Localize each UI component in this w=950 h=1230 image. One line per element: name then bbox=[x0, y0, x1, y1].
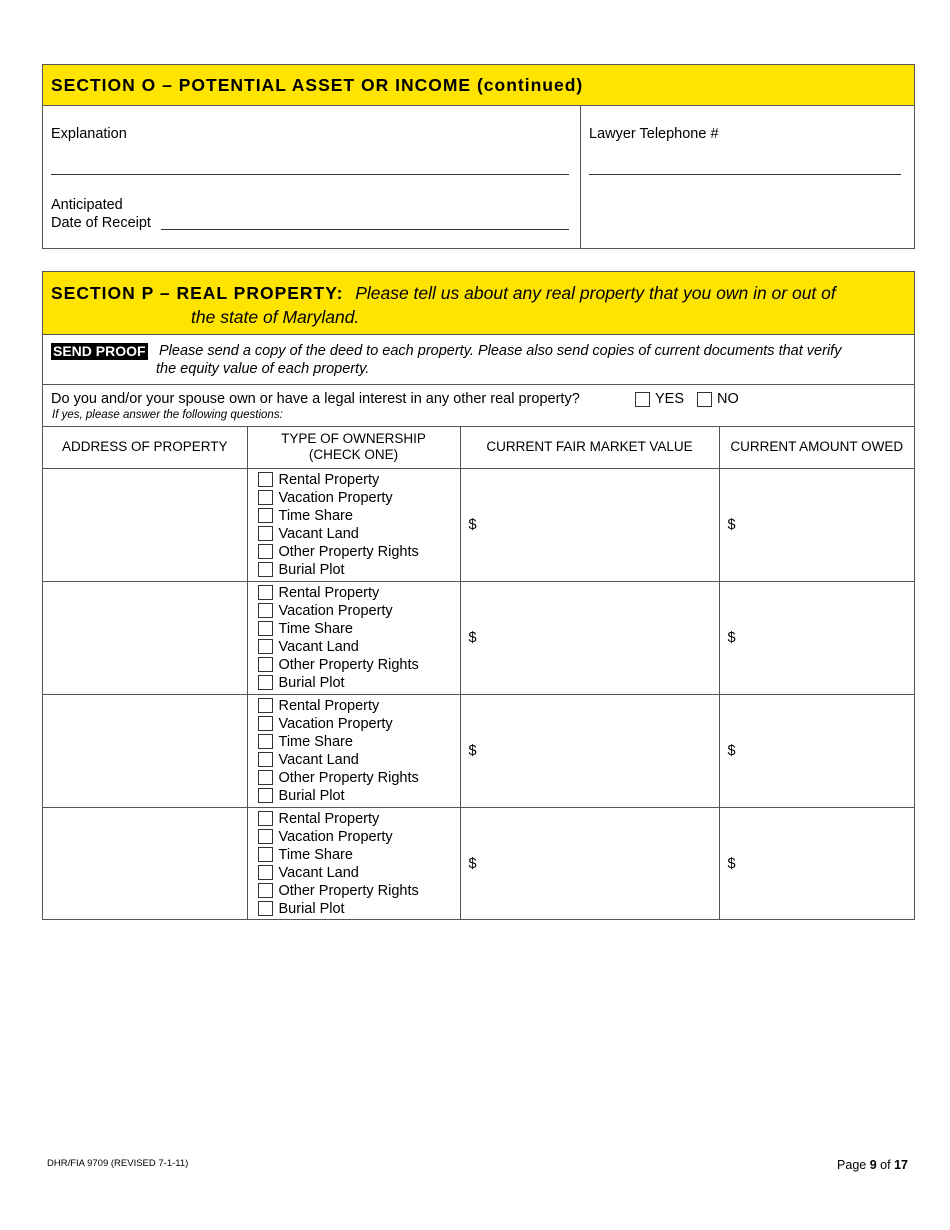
ownership-option-label: Vacant Land bbox=[278, 525, 359, 542]
ownership-option[interactable] bbox=[258, 638, 460, 656]
table-header-row bbox=[43, 427, 914, 468]
ownership-checkbox[interactable] bbox=[258, 770, 273, 785]
ownership-option-label: Vacation Property bbox=[278, 602, 393, 619]
ownership-option-label: Burial Plot bbox=[278, 787, 345, 804]
lawyer-telephone-field[interactable] bbox=[589, 174, 901, 175]
section-p-header bbox=[43, 272, 914, 335]
section-o-left-panel bbox=[43, 106, 581, 248]
ownership-option-label: Other Property Rights bbox=[278, 769, 419, 786]
ownership-checkbox[interactable] bbox=[258, 526, 273, 541]
address-cell[interactable] bbox=[43, 694, 247, 807]
amount-owed-cell[interactable] bbox=[719, 468, 914, 581]
section-p bbox=[42, 271, 915, 920]
date-of-receipt-field[interactable] bbox=[161, 229, 569, 230]
amount-owed-currency: $ bbox=[727, 855, 736, 872]
page-total: 17 bbox=[894, 1158, 908, 1172]
amount-owed-currency: $ bbox=[727, 516, 736, 533]
section-p-title: SECTION P – REAL PROPERTY: bbox=[51, 283, 344, 303]
ownership-option-label: Burial Plot bbox=[278, 674, 345, 691]
ownership-option[interactable] bbox=[258, 620, 460, 638]
column-header-ownership-line2: (CHECK ONE) bbox=[308, 447, 399, 463]
lawyer-telephone-label: Lawyer Telephone # bbox=[589, 126, 719, 142]
ownership-option[interactable] bbox=[258, 561, 460, 579]
ownership-checkbox[interactable] bbox=[258, 752, 273, 767]
send-proof-row bbox=[43, 335, 914, 385]
column-header-amount-owed: CURRENT AMOUNT OWED bbox=[719, 427, 914, 468]
ownership-checkbox[interactable] bbox=[258, 562, 273, 577]
ownership-option-label: Vacation Property bbox=[278, 715, 393, 732]
ownership-checkbox[interactable] bbox=[258, 472, 273, 487]
ownership-checkbox[interactable] bbox=[258, 865, 273, 880]
real-property-table bbox=[43, 427, 914, 920]
ownership-cell bbox=[247, 807, 460, 920]
question-instruction: If yes, please answer the following questions: bbox=[52, 409, 283, 421]
ownership-option[interactable] bbox=[258, 602, 460, 620]
ownership-option-label: Vacation Property bbox=[278, 828, 393, 845]
column-header-ownership bbox=[247, 427, 460, 468]
ownership-option-label: Rental Property bbox=[278, 471, 380, 488]
amount-owed-cell[interactable] bbox=[719, 807, 914, 920]
ownership-option-label: Other Property Rights bbox=[278, 543, 419, 560]
ownership-option[interactable] bbox=[258, 715, 460, 733]
ownership-option[interactable] bbox=[258, 864, 460, 882]
ownership-checkbox[interactable] bbox=[258, 734, 273, 749]
ownership-checkbox[interactable] bbox=[258, 901, 273, 916]
ownership-checkbox[interactable] bbox=[258, 621, 273, 636]
ownership-option[interactable] bbox=[258, 697, 460, 715]
explanation-label: Explanation bbox=[51, 126, 127, 142]
ownership-option[interactable] bbox=[258, 507, 460, 525]
page-current: 9 bbox=[869, 1158, 877, 1172]
ownership-option-label: Rental Property bbox=[278, 584, 380, 601]
ownership-option[interactable] bbox=[258, 810, 460, 828]
ownership-option[interactable] bbox=[258, 846, 460, 864]
date-of-receipt-label: Date of Receipt bbox=[51, 215, 151, 231]
explanation-field[interactable] bbox=[51, 174, 569, 175]
ownership-option[interactable] bbox=[258, 733, 460, 751]
amount-owed-cell[interactable] bbox=[719, 694, 914, 807]
table-row bbox=[43, 807, 914, 920]
real-property-question-row bbox=[43, 385, 914, 427]
market-value-currency: $ bbox=[468, 742, 477, 759]
ownership-checkbox[interactable] bbox=[258, 544, 273, 559]
page-prefix: Page bbox=[837, 1158, 867, 1172]
no-checkbox[interactable] bbox=[697, 392, 712, 407]
ownership-checkbox[interactable] bbox=[258, 639, 273, 654]
ownership-checkbox[interactable] bbox=[258, 657, 273, 672]
table-row bbox=[43, 468, 914, 581]
page-of: of bbox=[880, 1158, 891, 1172]
ownership-option-label: Burial Plot bbox=[278, 561, 345, 578]
ownership-option-label: Vacant Land bbox=[278, 864, 359, 881]
table-row bbox=[43, 694, 914, 807]
send-proof-text: Please send a copy of the deed to each property. Please also send copies of current documents that verify bbox=[159, 343, 842, 359]
ownership-option[interactable] bbox=[258, 882, 460, 900]
section-p-description-line2: the state of Maryland. bbox=[191, 307, 360, 327]
ownership-option[interactable] bbox=[258, 751, 460, 769]
ownership-option[interactable] bbox=[258, 656, 460, 674]
ownership-option-label: Vacant Land bbox=[278, 751, 359, 768]
send-proof-text-line2: the equity value of each property. bbox=[156, 361, 370, 377]
ownership-checkbox[interactable] bbox=[258, 847, 273, 862]
ownership-option-label: Rental Property bbox=[278, 810, 380, 827]
column-header-address: ADDRESS OF PROPERTY bbox=[43, 427, 247, 468]
ownership-checkbox[interactable] bbox=[258, 698, 273, 713]
market-value-currency: $ bbox=[468, 855, 477, 872]
ownership-checkbox[interactable] bbox=[258, 716, 273, 731]
ownership-cell bbox=[247, 581, 460, 694]
ownership-option-label: Time Share bbox=[278, 507, 353, 524]
market-value-currency: $ bbox=[468, 629, 477, 646]
send-proof-badge: SEND PROOF bbox=[53, 343, 146, 359]
column-header-market-value: CURRENT FAIR MARKET VALUE bbox=[460, 427, 719, 468]
section-o-right-panel bbox=[581, 106, 914, 248]
ownership-option[interactable] bbox=[258, 471, 460, 489]
market-value-cell[interactable] bbox=[460, 468, 719, 581]
form-id: DHR/FIA 9709 (REVISED 7-1-11) bbox=[47, 1158, 189, 1169]
ownership-option[interactable] bbox=[258, 828, 460, 846]
amount-owed-currency: $ bbox=[727, 629, 736, 646]
ownership-option-label: Vacant Land bbox=[278, 638, 359, 655]
ownership-checkbox[interactable] bbox=[258, 788, 273, 803]
ownership-checkbox[interactable] bbox=[258, 490, 273, 505]
ownership-checkbox[interactable] bbox=[258, 883, 273, 898]
ownership-checkbox[interactable] bbox=[258, 829, 273, 844]
ownership-option[interactable] bbox=[258, 769, 460, 787]
ownership-checkbox[interactable] bbox=[258, 508, 273, 523]
ownership-option[interactable] bbox=[258, 584, 460, 602]
real-property-question: Do you and/or your spouse own or have a legal interest in any other real property? bbox=[51, 391, 580, 407]
yes-option[interactable] bbox=[635, 390, 684, 408]
ownership-option-label: Other Property Rights bbox=[278, 656, 419, 673]
section-o bbox=[42, 64, 915, 249]
ownership-checkbox[interactable] bbox=[258, 585, 273, 600]
section-p-description: Please tell us about any real property that you own in or out of bbox=[355, 283, 836, 303]
ownership-option-label: Time Share bbox=[278, 620, 353, 637]
ownership-checkbox[interactable] bbox=[258, 675, 273, 690]
ownership-option[interactable] bbox=[258, 525, 460, 543]
market-value-cell[interactable] bbox=[460, 807, 719, 920]
anticipated-label: Anticipated bbox=[51, 197, 123, 213]
yes-label: YES bbox=[655, 391, 685, 407]
ownership-cell bbox=[247, 694, 460, 807]
ownership-checkbox[interactable] bbox=[258, 603, 273, 618]
market-value-currency: $ bbox=[468, 516, 477, 533]
address-cell[interactable] bbox=[43, 807, 247, 920]
ownership-option[interactable] bbox=[258, 900, 460, 918]
table-row bbox=[43, 581, 914, 694]
amount-owed-cell[interactable] bbox=[719, 581, 914, 694]
ownership-option[interactable] bbox=[258, 543, 460, 561]
column-header-ownership-line1: TYPE OF OWNERSHIP bbox=[281, 431, 426, 447]
market-value-cell[interactable] bbox=[460, 581, 719, 694]
ownership-option-label: Vacation Property bbox=[278, 489, 393, 506]
ownership-option-label: Time Share bbox=[278, 733, 353, 750]
no-option[interactable] bbox=[697, 390, 739, 408]
section-o-title: SECTION O – POTENTIAL ASSET OR INCOME (continued) bbox=[43, 65, 914, 106]
ownership-option-label: Burial Plot bbox=[278, 900, 345, 917]
market-value-cell[interactable] bbox=[460, 694, 719, 807]
address-cell[interactable] bbox=[43, 581, 247, 694]
ownership-checkbox[interactable] bbox=[258, 811, 273, 826]
ownership-option[interactable] bbox=[258, 674, 460, 692]
ownership-option[interactable] bbox=[258, 787, 460, 805]
no-label: NO bbox=[717, 391, 739, 407]
ownership-option[interactable] bbox=[258, 489, 460, 507]
ownership-option-label: Time Share bbox=[278, 846, 353, 863]
yes-checkbox[interactable] bbox=[635, 392, 650, 407]
ownership-option-label: Other Property Rights bbox=[278, 882, 419, 899]
ownership-cell bbox=[247, 468, 460, 581]
ownership-option-label: Rental Property bbox=[278, 697, 380, 714]
page-number bbox=[837, 1158, 908, 1172]
amount-owed-currency: $ bbox=[727, 742, 736, 759]
address-cell[interactable] bbox=[43, 468, 247, 581]
